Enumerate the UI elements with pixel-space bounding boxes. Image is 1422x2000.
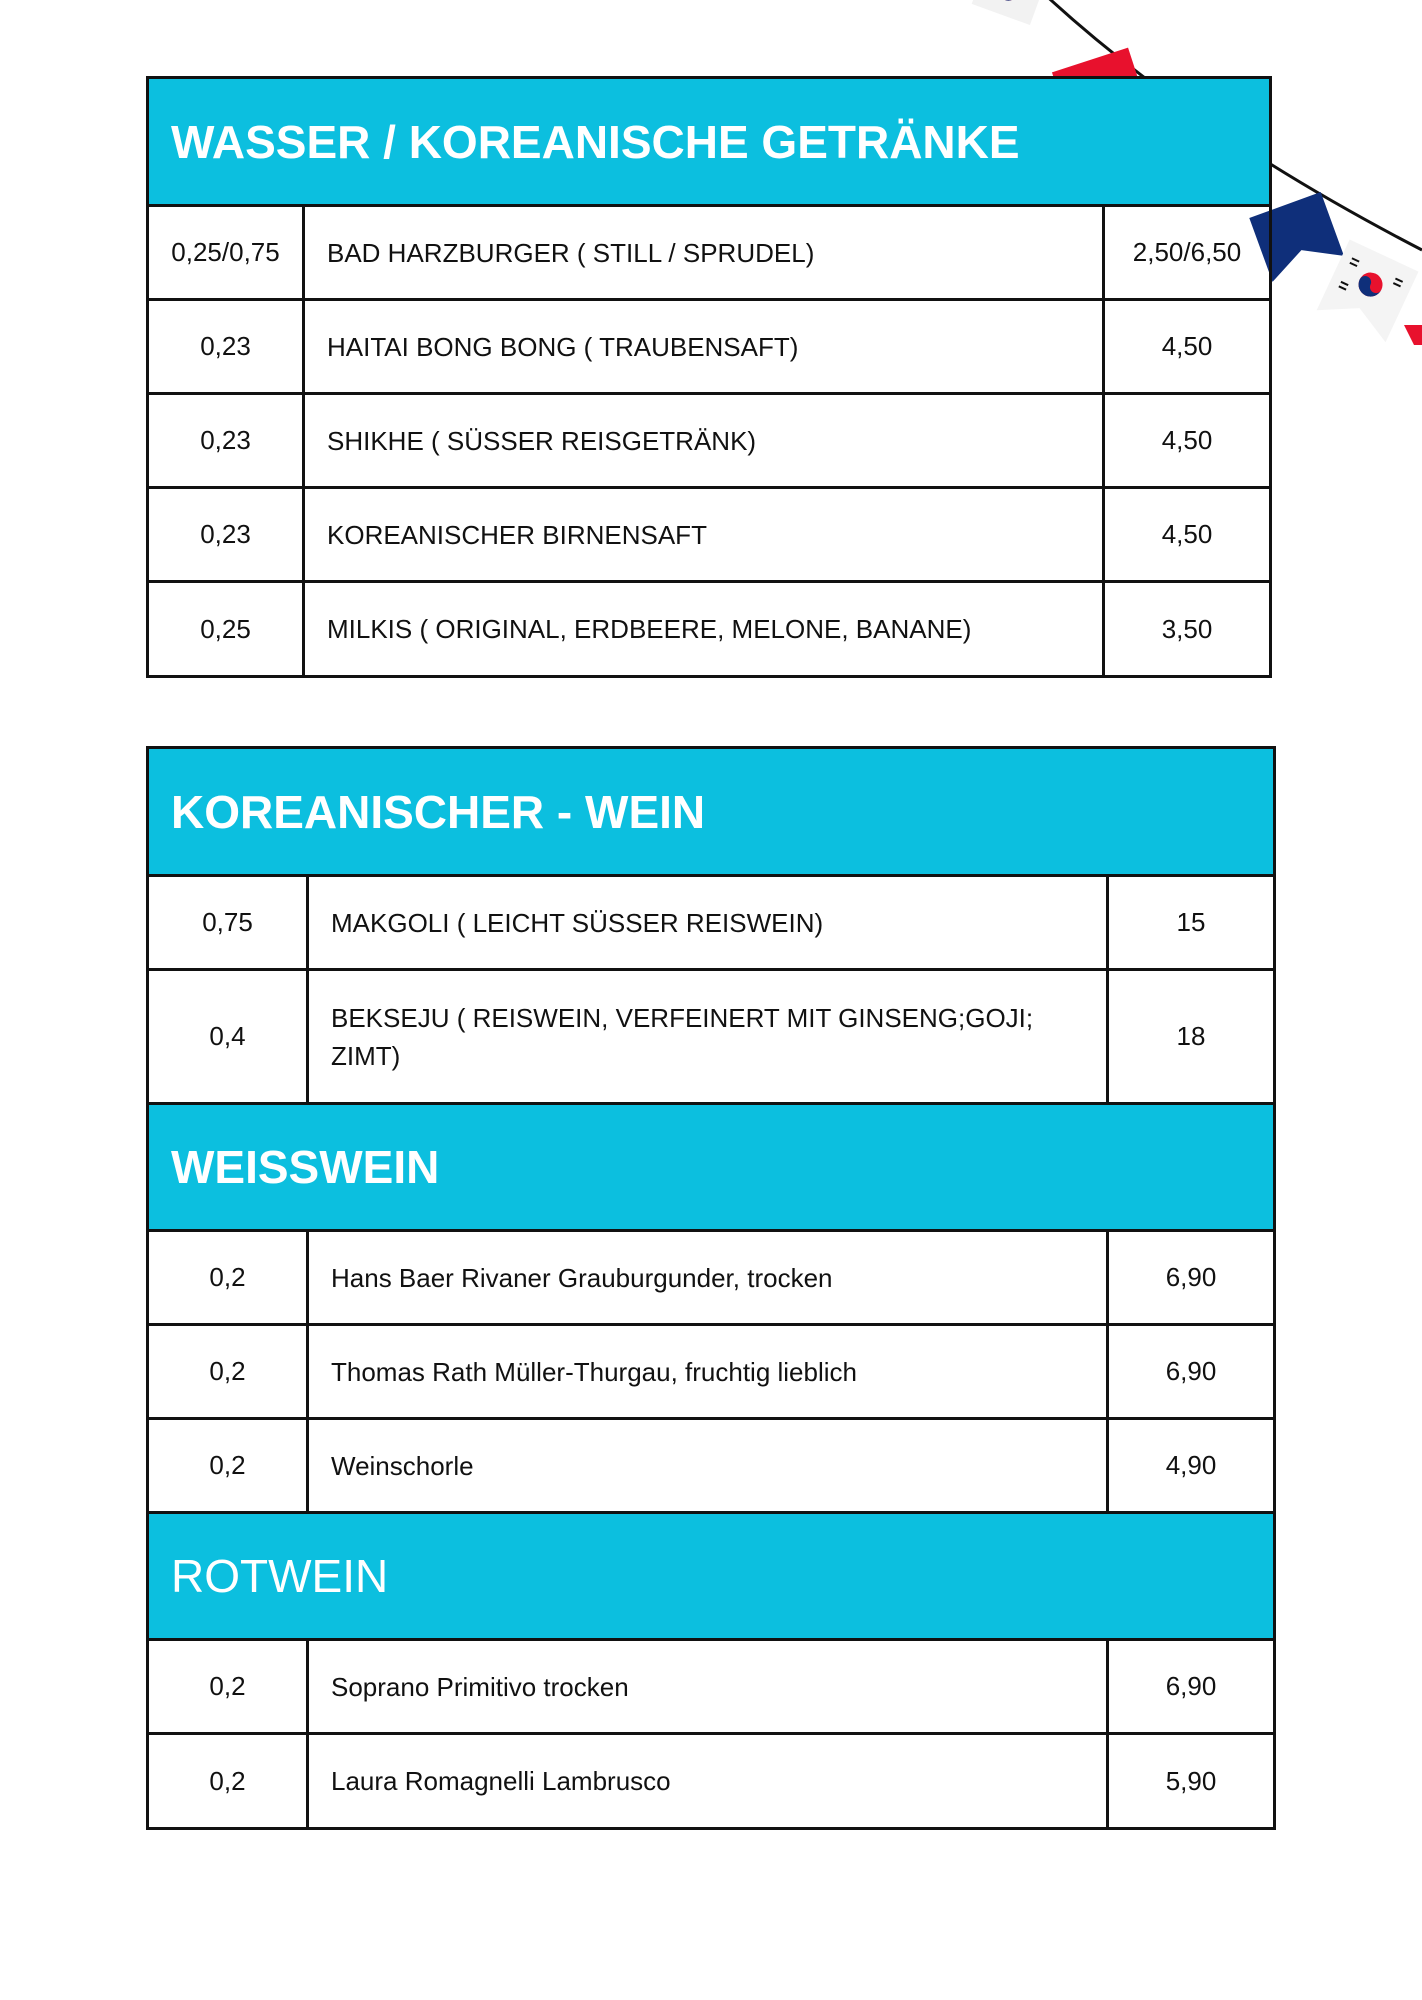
name-cell: Laura Romagnelli Lambrusco [309, 1735, 1109, 1827]
size-cell: 0,4 [149, 971, 309, 1102]
name-cell: KOREANISCHER BIRNENSAFT [305, 489, 1105, 580]
name-cell: BAD HARZBURGER ( STILL / SPRUDEL) [305, 207, 1105, 298]
size-cell: 0,23 [149, 489, 305, 580]
price-cell: 3,50 [1161, 613, 1213, 644]
table-row [149, 207, 1269, 301]
size-cell: 0,23 [149, 395, 305, 486]
name-cell: Thomas Rath Müller-Thurgau, fruchtig lieblich [309, 1326, 1109, 1417]
table-row [149, 489, 1269, 583]
price-cell: 4,50 [1161, 425, 1213, 455]
size-cell: 0,23 [149, 301, 305, 392]
price-cell: 15 [1176, 907, 1206, 937]
price-cell: 6,90 [1165, 1262, 1217, 1292]
table-row [149, 1641, 1273, 1735]
section-title: WEISSWEIN [149, 1105, 1273, 1232]
name-cell: SHIKHE ( SÜSSER REISGETRÄNK) [305, 395, 1105, 486]
wine-table [146, 746, 1276, 1830]
table-row [149, 395, 1269, 489]
size-cell: 0,2 [149, 1735, 309, 1827]
table-row [149, 1735, 1273, 1827]
section-title: KOREANISCHER - WEIN [149, 749, 1273, 877]
name-cell: Hans Baer Rivaner Grauburgunder, trocken [309, 1232, 1109, 1323]
name-cell: Weinschorle [309, 1420, 1109, 1511]
table-row [149, 971, 1273, 1105]
table-row [149, 583, 1269, 675]
name-cell: BEKSEJU ( REISWEIN, VERFEINERT MIT GINSENG;GOJI; ZIMT) [309, 971, 1109, 1102]
section-title: ROTWEIN [149, 1514, 1273, 1641]
size-cell: 0,2 [149, 1641, 309, 1732]
price-cell: 4,50 [1161, 519, 1213, 549]
price-cell: 4,90 [1165, 1450, 1217, 1480]
table-row [149, 301, 1269, 395]
price-cell: 5,90 [1165, 1765, 1217, 1796]
size-cell: 0,25/0,75 [149, 207, 305, 298]
size-cell: 0,2 [149, 1420, 309, 1511]
size-cell: 0,25 [149, 583, 305, 675]
size-cell: 0,75 [149, 877, 309, 968]
name-cell: MAKGOLI ( LEICHT SÜSSER REISWEIN) [309, 877, 1109, 968]
water-drinks-table [146, 76, 1272, 678]
price-cell: 4,50 [1161, 331, 1213, 361]
price-cell: 6,90 [1165, 1356, 1217, 1386]
section-title: WASSER / KOREANISCHE GETRÄNKE [149, 79, 1269, 207]
price-cell: 18 [1176, 1021, 1206, 1051]
table-row [149, 1232, 1273, 1326]
table-row [149, 1420, 1273, 1514]
size-cell: 0,2 [149, 1232, 309, 1323]
name-cell: HAITAI BONG BONG ( TRAUBENSAFT) [305, 301, 1105, 392]
price-cell: 2,50/6,50 [1132, 237, 1242, 267]
name-cell: MILKIS ( ORIGINAL, ERDBEERE, MELONE, BANANE) [305, 583, 1105, 675]
size-cell: 0,2 [149, 1326, 309, 1417]
price-cell: 6,90 [1165, 1671, 1217, 1701]
table-row [149, 1326, 1273, 1420]
name-cell: Soprano Primitivo trocken [309, 1641, 1109, 1732]
table-row [149, 877, 1273, 971]
